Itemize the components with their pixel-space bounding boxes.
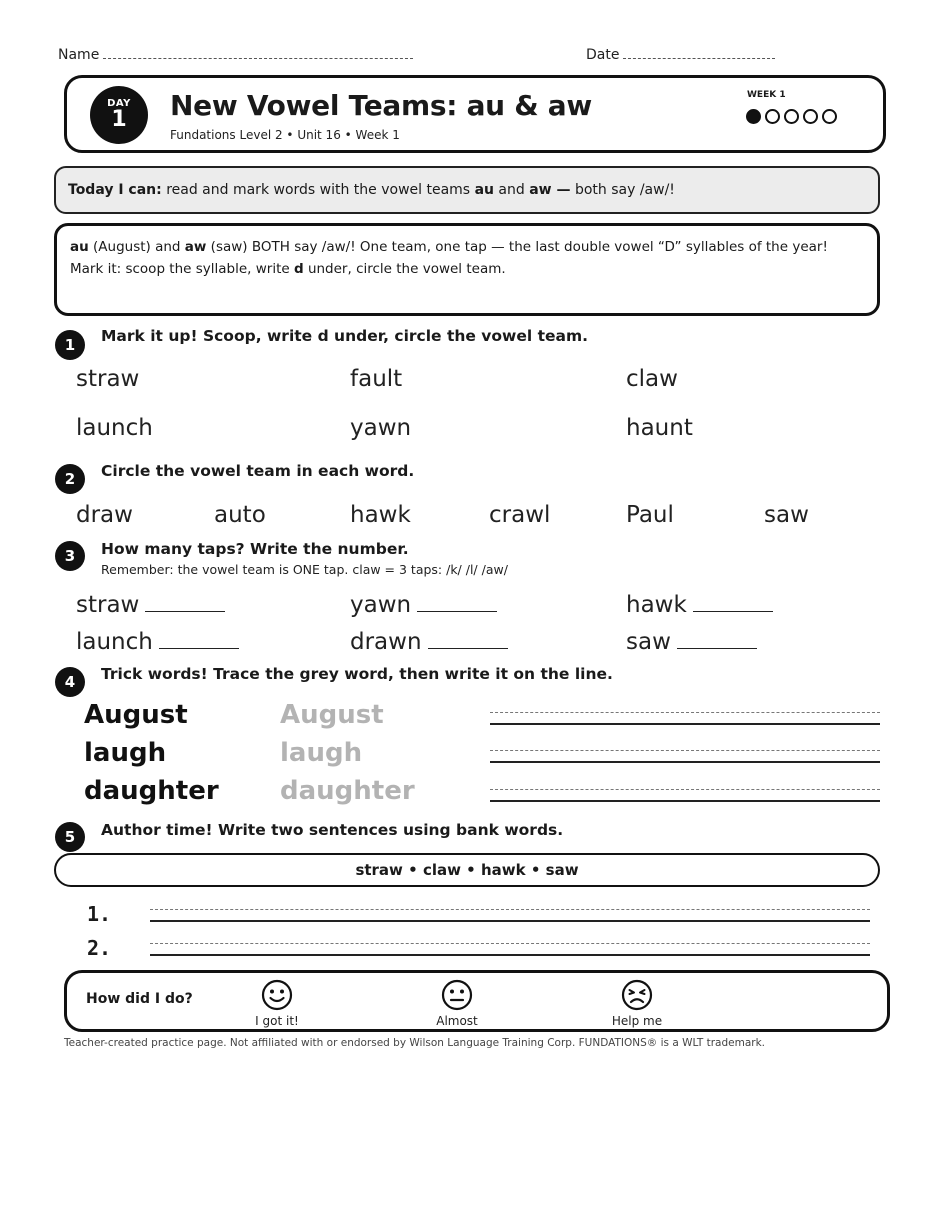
info-mark-2: under, circle the vowel team. [303,261,506,277]
trick-word: daughter [84,776,219,806]
trick-word: August [84,700,188,730]
rating-option-got-it[interactable] [261,979,293,1015]
neutral-face-icon[interactable] [441,979,473,1011]
name-label: Name [58,47,100,63]
info-mark-d: d [293,261,304,277]
section-1-word[interactable]: haunt [626,415,693,441]
section-3-note: Remember: the vowel team is ONE tap. claw = 3 taps: /k/ /l/ /aw/ [101,562,508,577]
section-5-title: Author time! Write two sentences using bank words. [101,821,564,839]
day-number: 1 [111,107,127,132]
sentence-line[interactable] [150,943,870,956]
tap-item [350,592,497,618]
tap-item [350,629,508,655]
name-blank[interactable] [103,58,413,59]
tap-word: launch [76,629,153,655]
section-2-number: 2 [55,464,85,494]
date-blank[interactable] [623,58,775,59]
trace-word[interactable]: August [280,700,384,730]
section-2-word[interactable]: crawl [489,502,551,528]
section-1-word[interactable]: claw [626,366,678,392]
section-2-title: Circle the vowel team in each word. [101,462,415,480]
write-line[interactable] [490,750,880,763]
write-line[interactable] [490,712,880,725]
today-lead: Today I can: [68,182,162,198]
progress-dot-2 [765,109,780,124]
trace-word[interactable]: daughter [280,776,415,806]
section-3-title: How many taps? Write the number. [101,540,409,558]
info-mark-1: Mark it: scoop the syllable, write [70,261,294,277]
footer-disclaimer: Teacher-created practice page. Not affiliated with or endorsed by Wilson Language Training Corp. FUNDATIONS® is a WLT trademark. [64,1037,766,1049]
tap-word: saw [626,629,671,655]
section-1-word[interactable]: fault [350,366,403,392]
rating-option-almost[interactable] [441,979,473,1015]
tap-item [626,592,773,618]
word-bank: straw • claw • hawk • saw [54,853,880,887]
today-text-3: both say /aw/! [570,182,675,198]
name-field[interactable] [58,47,413,63]
section-1-title: Mark it up! Scoop, write d under, circle the vowel team. [101,327,589,345]
tap-answer-blank[interactable] [159,648,239,649]
section-3-number: 3 [55,541,85,571]
rating-label: Help me [611,1014,663,1028]
section-4-number: 4 [55,667,85,697]
frown-face-icon[interactable] [621,979,653,1011]
self-rating-question: How did I do? [86,991,193,1007]
page-subtitle: Fundations Level 2 • Unit 16 • Week 1 [170,128,400,142]
today-team-2: aw — [529,182,571,198]
tap-answer-blank[interactable] [145,611,225,612]
info-mark [70,258,864,280]
sentence-line[interactable] [150,909,870,922]
sentence-number: 1. [87,902,112,926]
smile-face-icon[interactable] [261,979,293,1011]
tap-item [626,629,757,655]
tap-answer-blank[interactable] [428,648,508,649]
today-goal-box [54,166,880,214]
progress-dot-4 [803,109,818,124]
tap-word: hawk [626,592,687,618]
tap-item [76,592,225,618]
section-2-word[interactable]: saw [764,502,809,528]
week-label: WEEK 1 [747,90,786,100]
week-progress [746,109,837,124]
info-aw: aw [184,239,207,255]
info-au: au [70,239,89,255]
section-2-word[interactable]: hawk [350,502,411,528]
section-1-word[interactable]: launch [76,415,153,441]
section-2-word[interactable]: auto [214,502,266,528]
day-badge [90,86,148,144]
date-label: Date [586,47,620,63]
section-1-word[interactable]: yawn [350,415,412,441]
sentence-number: 2. [87,936,112,960]
progress-dot-5 [822,109,837,124]
section-5-number: 5 [55,822,85,852]
rating-option-help-me[interactable] [621,979,653,1015]
tap-word: straw [76,592,140,618]
tap-answer-blank[interactable] [693,611,773,612]
today-text-2: and [493,182,530,198]
section-2-word[interactable]: Paul [626,502,674,528]
page-title: New Vowel Teams: au & aw [170,89,592,122]
section-2-word[interactable]: draw [76,502,133,528]
date-field[interactable] [586,47,775,63]
trace-word[interactable]: laugh [280,738,363,768]
day-label: DAY [107,98,131,109]
write-line[interactable] [490,789,880,802]
tap-answer-blank[interactable] [677,648,757,649]
info-rule [70,236,864,258]
progress-dot-1 [746,109,761,124]
progress-dot-3 [784,109,799,124]
trick-word: laugh [84,738,167,768]
section-1-number: 1 [55,330,85,360]
section-4-title: Trick words! Trace the grey word, then write it on the line. [101,665,613,683]
rating-label: Almost [436,1014,478,1028]
info-part-2: (saw) BOTH say /aw/! One team, one tap — the last double vowel “D” syllables of the year! [206,239,828,255]
section-1-word[interactable]: straw [76,366,140,392]
tap-answer-blank[interactable] [417,611,497,612]
tap-word: drawn [350,629,422,655]
tap-item [76,629,239,655]
today-text-1: read and mark words with the vowel teams [161,182,475,198]
rule-info-box [54,223,880,316]
today-team-1: au [474,182,494,198]
tap-word: yawn [350,592,412,618]
rating-label: I got it! [255,1014,299,1028]
info-part-1: (August) and [88,239,185,255]
